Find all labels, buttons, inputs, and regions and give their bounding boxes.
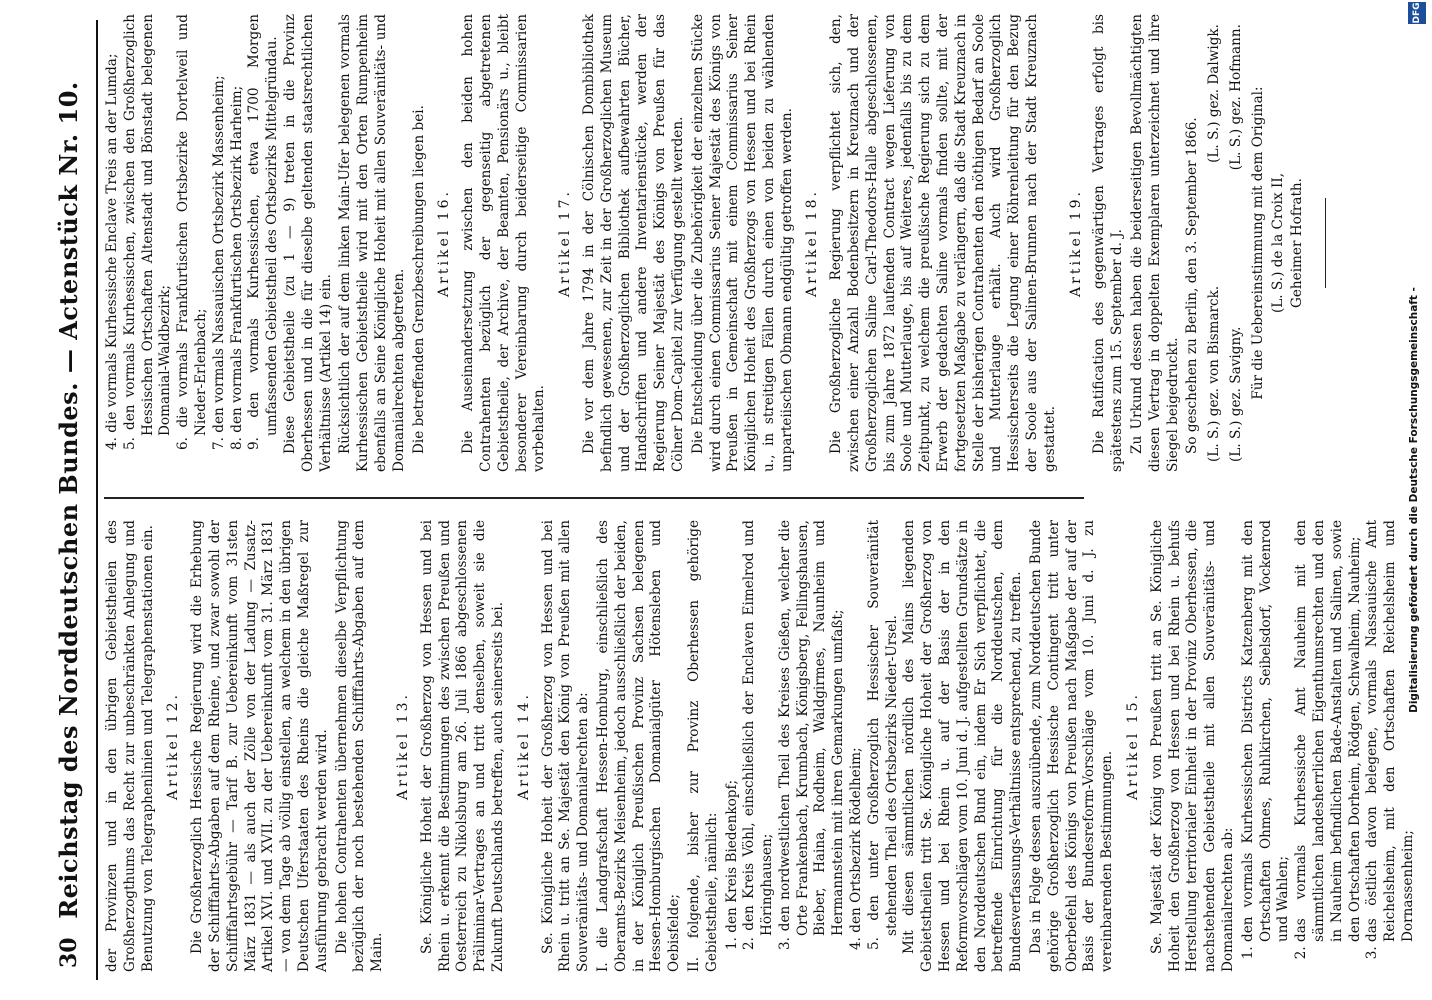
article-12-para-2: Die hohen Contrahenten übernehmen dieselbe Verpflichtung bezüglich der noch bestehenden Schifffahrts-Abgaben auf dem Main. bbox=[333, 520, 386, 972]
article-17-para-1: Die vor dem Jahre 1794 in der Cölnischen Dombibliothek befindlich gewesenen, zur Zeit in der Großherzoglichen Museum und der Großherzoglichen Bibliothek aufbewahrten Bücher, Handschriften und andere Inventarienstücke, werden der Regierung Seiner Majestät des Königs von Preußen für das Cölner Dom-Capitel zur Verfügung gestellt werden. bbox=[580, 14, 686, 472]
article-18-para-1: Die Großherzogliche Regierung verpflichtet sich, den, zwischen einer Anzahl Bodenbesitzern in Kreuznach und der Großherzoglichen Saline Carl-Theodors-Halle abgeschlossenen, bis zum Jahre 1872 laufenden Contract wegen Lieferung von Soole und Mutterlauge, bis auf Weiteres, jedenfalls bis zu dem Zeitpunkt, zu welchem die preußische Regierung sich zu dem Erwerb der gedachten Saline vormals finden sollte, mit der fortgesetzten Maßgabe zu verlängern, daß die Stadt Kreuznach in Stelle der bisherigen Contrahenten den nöthigen Bedarf an Soole und Mutterlauge erhält. Auch wird Großherzoglich Hessischerseits die Legung einer Röhrenleitung für den Bezug der Soole aus der Salinen-Brunnen nach der Stadt Kreuznach gestattet. bbox=[828, 14, 1058, 472]
signature-hofmann: (L. S.) gez. Hofmann. bbox=[1228, 24, 1245, 171]
attestation-line-1: Für die Uebereinstimmung mit dem Original: bbox=[1249, 86, 1266, 400]
article-12-title: Artikel 12. bbox=[165, 692, 182, 800]
header-rule bbox=[96, 20, 98, 980]
article-14-item-II: II. folgende, bisher zur Provinz Oberhessen gehörige Gebietstheile, nämlich: bbox=[685, 519, 720, 972]
article-19-para-1: Die Ratification des gegenwärtigen Vertrages erfolgt bis spätestens zum 15. September d. J. bbox=[1091, 14, 1126, 472]
right-para-b: Rücksichtlich der auf dem linken Main-Ufer belegenen vormals Kurhessischen Gebietstheile wird mit den Orten Rumpenheim ebenfalls an Seine Königliche Hoheit mit allen Souveränitäts- und Domanialrechten abgetreten. bbox=[337, 14, 407, 472]
list-item: 6. die vormals Frankfurtischen Ortsbezirke Dortelweil und Nieder-Erlenbach; bbox=[175, 14, 209, 450]
list-item: 4. die vormals Kurhessische Enclave Treis an der Lumda; bbox=[104, 53, 120, 450]
article-15-list bbox=[1240, 520, 1418, 972]
page-header bbox=[52, 20, 92, 980]
right-para-c: Die betreffenden Grenzbeschreibungen liegen bei. bbox=[410, 105, 427, 454]
signature-dalwigk: (L. S.) gez. Dalwigk. bbox=[1206, 24, 1223, 163]
dfg-logo: DFG bbox=[1408, 2, 1426, 24]
left-column bbox=[104, 519, 1416, 972]
article-14-para-3: Das in Folge dessen auszuübende, zum Norddeutschen Bunde gehörige Großherzoglich Hessische Contingent tritt unter Oberbefehl des Königs von Preußen nach Maßgabe der auf der Basis der Bundesreform-Vorschläge vom 10. Juni d. J. zu vereinbarenden Bestimmungen. bbox=[1028, 520, 1116, 972]
article-14-sublist bbox=[724, 520, 902, 972]
article-15-para-1: Se. Majestät der König von Preußen tritt an Se. Königliche Hoheit den Großherzog von Hessen und bei Rhein u. behufs Herstellung territorialer Einheit in der Provinz Oberhessen, die nachstehenden Gebietstheile mit allen Souveränitäts- und Domanialrechten ab: bbox=[1148, 520, 1237, 972]
article-13-para-1: Se. Königliche Hoheit der Großherzog von Hessen und bei Rhein u. erkennt die Bestimmungen des zwischen Preußen und Oesterreich zu Nikolsburg am 26. Juli 1866 abgeschlossenen Präliminar-Vertrages an und tritt denselben, soweit sie die Zukunft Deutschlands betreffen, auch seinerseits bei. bbox=[418, 520, 506, 972]
article-16-para-1: Die Auseinandersetzung zwischen den beiden hohen Contrahenten bezüglich der gegenseitig abgetretenen Gebietstheile, der Archive, der Beamten, Pensionärs u., bleibt besonderer Vereinbarung durch beiderseitige Commissarien vorbehalten. bbox=[460, 14, 548, 472]
right-para-a: Diese Gebietstheile (zu 1 — 9) treten in die Provinz Oberhessen und in die für dieselbe geltenden staatsrechtlichen Verhältnisse (Artikel 14) ein. bbox=[281, 14, 334, 472]
article-19-title: Artikel 19. bbox=[1067, 189, 1084, 297]
list-item: 8. den vormals Frankfurtischen Ortsbezirk Harheim; bbox=[228, 85, 245, 450]
article-12-para-1: Die Großherzoglich Hessische Regierung wird die Erhebung der Schifffahrts-Abgaben auf dem Rheine, und zwar sowohl der Schifffahrtsgebühr — Tarif B. zur Uebereinkunft vom 31sten März 1831 — als auch der Zölle von der Ladung — Zusatz-Artikel XVI. und XVII. zu der Uebereinkunft vom 31. März 1831 — von dem Tage ab völlig einstellen, an welchem in den übrigen Deutschen Uferstaaten des Rheins die gleiche Maßregel zur Ausführung gebracht werden wird. bbox=[189, 520, 330, 972]
signature-savigny: (L. S.) gez. Savigny. bbox=[1228, 326, 1245, 462]
list-item: 2. das vormals Kurhessische Amt Nauheim mit den sämmtlichen landesherrlichen Eigenthumsrechten und den in Nauheim befindlichen Bade-Anstalten und Salinen, sowie den Ortschaften Dorheim, Rödgen, Schwalheim, Nauheim; bbox=[1293, 520, 1364, 942]
closing-rule bbox=[1325, 198, 1326, 288]
place-and-date: So geschehen zu Berlin, den 3. September 1866. bbox=[1184, 117, 1201, 454]
list-item: 1. den Kreis Biedenkopf; bbox=[723, 779, 740, 950]
signature-row-1 bbox=[1206, 14, 1224, 472]
article-14-para-1: Se. Königliche Hoheit der Großherzog von Hessen und bei Rhein u. tritt an Se. Majestät den König von Preußen mit allen Souveränitäts- und Domanialrechten ab: bbox=[539, 520, 592, 972]
attestation-line-2: (L. S.) de la Croix II, bbox=[1269, 172, 1286, 314]
list-item: 5. den unter Großherzoglich Hessischer Souveränität stehenden Theil des Ortsbezirks Nieder-Ursel. bbox=[865, 520, 900, 950]
article-16-title: Artikel 16. bbox=[436, 189, 453, 297]
list-item: 9. den vormals Kurhessischen, etwa 1700 Morgen umfassenden Gebietstheil des Ortsbezirks Mittelgründau. bbox=[246, 14, 281, 450]
list-item: 4. den Ortsbezirk Rödelheim; bbox=[848, 747, 865, 950]
article-13-title: Artikel 13. bbox=[394, 692, 411, 800]
left-intro: der Provinzen und in den übrigen Gebietstheilen des Großherzogthums das Recht zur unbeschränkten Anlegung und Benutzung von Telegraphenlinien und Telegraphenstationen ein. bbox=[104, 520, 156, 972]
attestation-line-3: Geheimer Hofrath. bbox=[1289, 177, 1306, 309]
list-item: 1. den vormals Kurhessischen Districts Katzenberg mit den Ortschaften Ohmes, Ruhlkirchen, Seibelsdorf, Vockenrod und Wahlen; bbox=[1240, 520, 1293, 942]
list-item: 7. den vormals Nassauischen Ortsbezirk Massenheim; bbox=[210, 75, 227, 450]
article-17-para-2: Die Entscheidung über die Zubehörigkeit der einzelnen Stücke wird durch einen Commissarius Seiner Majestät des Königs von Preußen in Gemeinschaft mit einem Commissarius Seiner Königlichen Hoheit des Großherzogs von Hessen und bei Rhein u., in streitigen Fällen durch einen von beiden zu wählenden unparteiischen Obmann endgültig getroffen werden. bbox=[689, 14, 795, 472]
article-14-title: Artikel 14. bbox=[515, 692, 532, 800]
signature-bismarck: (L. S.) gez. von Bismarck. bbox=[1206, 285, 1223, 462]
list-item: 3. den nordwestlichen Theil des Kreises Gießen, welcher die Orte Frankenbach, Krumbach, Königsberg, Fellingshausen, Bieber, Haina, Rodheim, Waldgirmes, Naunheim und Hermannstein mit ihren Gemarkungen umfaßt; bbox=[776, 520, 847, 950]
column-divider bbox=[104, 498, 1084, 500]
article-19-para-2: Zu Urkund dessen haben die beiderseitigen Bevollmächtigten diesen Vertrag in doppelten Exemplaren unterzeichnet und ihre Siegel beigedruckt. bbox=[1129, 14, 1181, 472]
article-18-title: Artikel 18. bbox=[804, 189, 821, 297]
article-14-para-2: Mit diesen sämmtlichen nördlich des Mains liegenden Gebietstheilen tritt Se. Königliche Hoheit der Großherzog von Hessen und bei Rhein u. auf der Basis der in den Reformvorschlägen vom 10. Juni d. J. aufgestellten Grundsätze in den Norddeutschen Bund ein, indem Er Sich verpflichtet, die betreffende Einrichtung für die Norddeutschen, dem Bundesverfassungs-Verhältnisse entsprechend, zu treffen. bbox=[901, 520, 1025, 972]
list-item: 2. den Kreis Vöhl, einschließlich der Enclaven Eimelrod und Höringhausen; bbox=[741, 520, 776, 950]
list-item: 5. den vormals Kurhessischen, zwischen den Großherzoglich Hessischen Ortschaften Altenstadt und Bönstadt belegenen Domanial-Waldbezirk; bbox=[121, 14, 174, 450]
page-number: 30 bbox=[56, 937, 82, 968]
right-column bbox=[104, 14, 1306, 472]
list-item: 3. das östlich davon belegene, vormals Nassauische Amt Reichelsheim, mit den Ortschaften Reichelsheim und Dornassenheim; bbox=[1364, 520, 1417, 942]
article-17-title: Artikel 17. bbox=[557, 189, 574, 297]
digitization-note: Digitalisierung gefördert durch die Deutsche Forschungsgemeinschaft - bbox=[1408, 287, 1420, 713]
article-14-item-I: I. die Landgrafschaft Hessen-Homburg, einschließlich des Oberamts-Bezirks Meisenheim, jedoch ausschließlich der beiden, in der Königlich Preußischen Provinz Sachsen belegenen Hessen-Homburgischen Domanialgüter Hötensleben und Oebisfelde; bbox=[594, 520, 683, 972]
article-14-item-II-text: folgende, bisher zur Provinz Oberhessen gehörige Gebietstheile, nämlich: bbox=[685, 519, 720, 972]
article-14-item-I-text: die Landgrafschaft Hessen-Homburg, einschließlich des Oberamts-Bezirks Meisenheim, jedoch ausschließlich der beiden, in der Königlich Preußischen Provinz Sachsen belegenen Hessen-Homburgischen Domanialgüter Hötensleben und Oebisfelde; bbox=[594, 520, 683, 972]
article-15-list-continued bbox=[104, 14, 282, 472]
signature-row-2 bbox=[1228, 14, 1246, 472]
running-title: Reichstag des Norddeutschen Bundes. — Actenstück Nr. 10. bbox=[54, 81, 83, 919]
article-15-title: Artikel 15. bbox=[1125, 692, 1142, 800]
